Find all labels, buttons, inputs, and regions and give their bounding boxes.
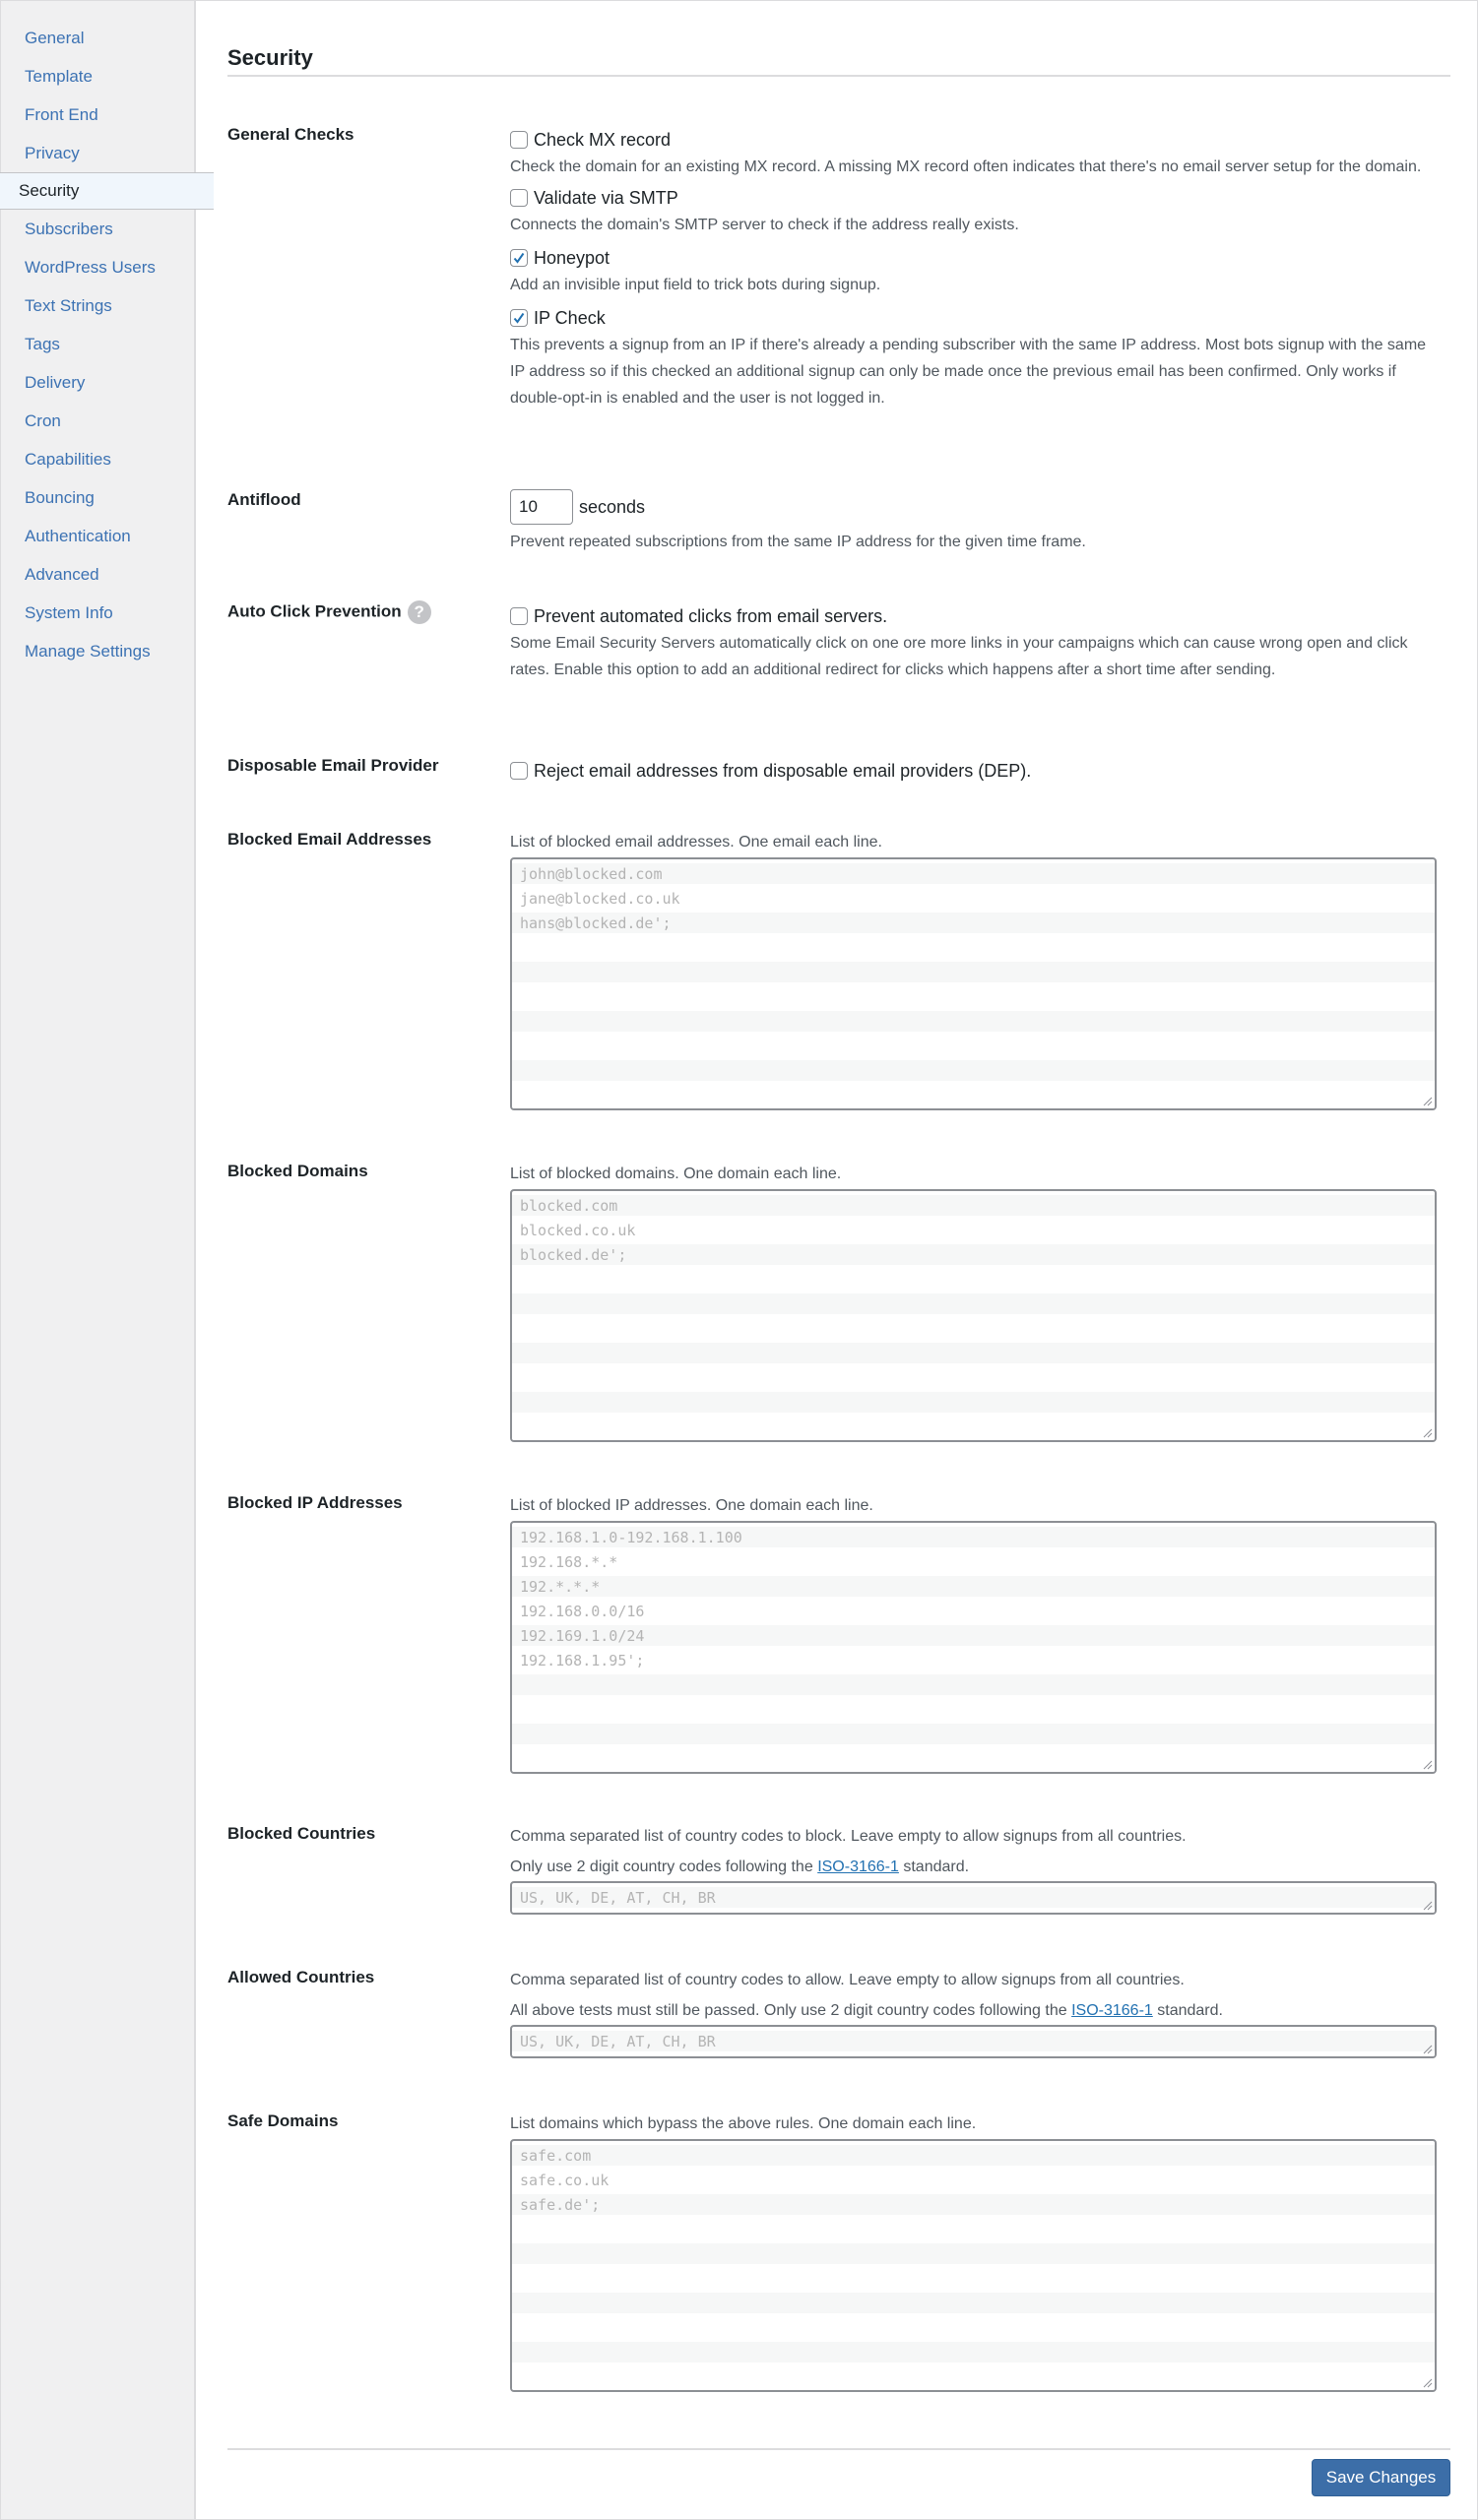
nav-item-security[interactable]: Security <box>0 172 214 210</box>
general-checks-label: General Checks <box>227 125 354 144</box>
general-checks-field <box>510 128 1438 411</box>
blocked-countries-note <box>510 1854 1438 1880</box>
blocked-ips-label: Blocked IP Addresses <box>227 1493 403 1512</box>
nav-item-privacy[interactable]: Privacy <box>25 144 80 162</box>
checkmark-icon <box>512 251 526 265</box>
nav-item-cron[interactable]: Cron <box>25 411 61 430</box>
allowed-countries-field <box>510 1967 1438 2058</box>
ip-check-option[interactable] <box>510 306 1438 330</box>
auto-click-description: Some Email Security Servers automatically click on one ore more links in your campaigns which can cause wrong open and click rates. Enable this option to add an additional redirect for clicks which happens after a short time after sending. <box>510 635 1408 678</box>
blocked-countries-field <box>510 1823 1438 1915</box>
auto-click-label-row <box>227 600 431 624</box>
nav-item-bouncing[interactable]: Bouncing <box>25 488 95 507</box>
placeholder-line: US, UK, DE, AT, CH, BR <box>520 1889 716 1907</box>
antiflood-label: Antiflood <box>227 490 301 509</box>
nav-item-manage-settings[interactable]: Manage Settings <box>25 642 151 661</box>
honeypot-description: Add an invisible input field to trick bots during signup. <box>510 277 881 293</box>
resize-grip-icon[interactable] <box>1423 2045 1433 2054</box>
resize-grip-icon[interactable] <box>1423 1760 1433 1770</box>
nav-item-authentication[interactable]: Authentication <box>25 527 131 545</box>
nav-item-general[interactable]: General <box>25 29 85 47</box>
resize-grip-icon[interactable] <box>1423 2378 1433 2388</box>
help-icon[interactable]: ? <box>408 600 431 624</box>
nav-item-front-end[interactable]: Front End <box>25 105 98 124</box>
check-mx-checkbox[interactable] <box>510 131 528 149</box>
honeypot-option[interactable] <box>510 246 1438 270</box>
blocked-countries-description: Comma separated list of country codes to block. Leave empty to allow signups from all countries. <box>510 1828 1187 1845</box>
nav-item-template[interactable]: Template <box>25 67 93 86</box>
antiflood-unit: seconds <box>579 496 646 517</box>
save-changes-button[interactable]: Save Changes <box>1312 2459 1450 2496</box>
safe-domains-description: List domains which bypass the above rules. One domain each line. <box>510 2115 977 2132</box>
resize-grip-icon[interactable] <box>1423 1097 1433 1106</box>
placeholder-line: blocked.co.uk <box>520 1222 636 1239</box>
nav-item-delivery[interactable]: Delivery <box>25 373 86 392</box>
disposable-option-label: Reject email addresses from disposable email providers (DEP). <box>534 760 1032 781</box>
auto-click-checkbox[interactable] <box>510 607 528 625</box>
settings-sidebar <box>1 1 196 2519</box>
iso-3166-link[interactable]: ISO-3166-1 <box>817 1858 899 1875</box>
auto-click-option[interactable] <box>510 604 1438 628</box>
disposable-option[interactable] <box>510 759 1438 783</box>
blocked-domains-description: List of blocked domains. One domain each line. <box>510 1166 842 1182</box>
note-text: All above tests must still be passed. Only use 2 digit country codes following the <box>510 2002 1067 2019</box>
antiflood-seconds-input[interactable]: 10 <box>510 489 573 525</box>
auto-click-label: Auto Click Prevention <box>227 601 402 621</box>
honeypot-label: Honeypot <box>534 247 610 268</box>
blocked-countries-input[interactable] <box>510 1881 1437 1915</box>
safe-domains-textarea[interactable] <box>510 2139 1437 2392</box>
nav-item-tags[interactable]: Tags <box>25 335 60 353</box>
placeholder-line: 192.168.0.0/16 <box>520 1603 645 1620</box>
placeholder-line: 192.168.1.0-192.168.1.100 <box>520 1529 742 1546</box>
resize-grip-icon[interactable] <box>1423 1428 1433 1438</box>
allowed-countries-input[interactable] <box>510 2025 1437 2058</box>
blocked-domains-textarea[interactable] <box>510 1189 1437 1442</box>
blocked-ips-textarea[interactable] <box>510 1521 1437 1774</box>
disposable-field <box>510 759 1438 783</box>
title-divider <box>227 75 1450 77</box>
blocked-emails-description: List of blocked email addresses. One email each line. <box>510 834 882 850</box>
antiflood-description: Prevent repeated subscriptions from the same IP address for the given time frame. <box>510 534 1086 550</box>
ip-check-label: IP Check <box>534 307 606 328</box>
auto-click-field <box>510 604 1438 683</box>
resize-grip-icon[interactable] <box>1423 1901 1433 1911</box>
checkmark-icon <box>512 311 526 325</box>
check-mx-label: Check MX record <box>534 129 672 150</box>
settings-nav <box>1 19 194 670</box>
blocked-ips-field <box>510 1492 1438 1774</box>
ip-check-description: This prevents a signup from an IP if there's already a pending subscriber with the same IP address. Most bots signup with the same IP address so if this checked an additional signup can only be made once the previous email has been confirmed. Only works if double-opt-in is enabled and the user is not logged in. <box>510 337 1427 407</box>
nav-item-text-strings[interactable]: Text Strings <box>25 296 112 315</box>
placeholder-line: hans@blocked.de'; <box>520 914 672 932</box>
placeholder-line: john@blocked.com <box>520 865 663 883</box>
placeholder-line: jane@blocked.co.uk <box>520 890 680 908</box>
nav-item-wordpress-users[interactable]: WordPress Users <box>25 258 156 277</box>
blocked-emails-label: Blocked Email Addresses <box>227 830 432 849</box>
disposable-label: Disposable Email Provider <box>227 756 439 775</box>
honeypot-checkbox[interactable] <box>510 249 528 267</box>
allowed-countries-label: Allowed Countries <box>227 1968 375 1986</box>
page-title: Security <box>227 45 313 70</box>
placeholder-line: safe.de'; <box>520 2196 601 2214</box>
antiflood-field <box>510 489 1438 555</box>
placeholder-line: safe.com <box>520 2147 592 2165</box>
safe-domains-label: Safe Domains <box>227 2111 339 2130</box>
blocked-ips-description: List of blocked IP addresses. One domain each line. <box>510 1497 873 1514</box>
blocked-countries-label: Blocked Countries <box>227 1824 376 1843</box>
placeholder-line: 192.*.*.* <box>520 1578 601 1596</box>
blocked-emails-field <box>510 829 1438 1110</box>
check-mx-description: Check the domain for an existing MX record. A missing MX record often indicates that there's no email server setup for the domain. <box>510 158 1422 175</box>
blocked-domains-label: Blocked Domains <box>227 1162 368 1180</box>
auto-click-option-label: Prevent automated clicks from email servers. <box>534 605 888 626</box>
placeholder-line: US, UK, DE, AT, CH, BR <box>520 2033 716 2050</box>
blocked-domains-field <box>510 1161 1438 1442</box>
iso-3166-link[interactable]: ISO-3166-1 <box>1071 2002 1153 2019</box>
validate-smtp-label: Validate via SMTP <box>534 187 678 208</box>
note-text: Only use 2 digit country codes following the <box>510 1858 813 1875</box>
placeholder-line: blocked.com <box>520 1197 618 1215</box>
disposable-checkbox[interactable] <box>510 762 528 780</box>
footer-divider <box>227 2448 1450 2450</box>
validate-smtp-checkbox[interactable] <box>510 189 528 207</box>
placeholder-line: 192.168.*.* <box>520 1553 618 1571</box>
validate-smtp-option[interactable] <box>510 186 1438 210</box>
nav-item-capabilities[interactable]: Capabilities <box>25 450 111 469</box>
check-mx-option[interactable] <box>510 128 1438 152</box>
nav-item-subscribers[interactable]: Subscribers <box>25 220 113 238</box>
validate-smtp-description: Connects the domain's SMTP server to check if the address really exists. <box>510 217 1019 233</box>
placeholder-line: blocked.de'; <box>520 1246 627 1264</box>
nav-item-system-info[interactable]: System Info <box>25 603 113 622</box>
safe-domains-field <box>510 2110 1438 2392</box>
nav-item-advanced[interactable]: Advanced <box>25 565 99 584</box>
blocked-emails-textarea[interactable] <box>510 857 1437 1110</box>
placeholder-line: 192.169.1.0/24 <box>520 1627 645 1645</box>
ip-check-checkbox[interactable] <box>510 309 528 327</box>
allowed-countries-description: Comma separated list of country codes to allow. Leave empty to allow signups from all countries. <box>510 1972 1185 1988</box>
note-text: standard. <box>1157 2002 1223 2019</box>
note-text: standard. <box>903 1858 970 1875</box>
allowed-countries-note <box>510 1997 1438 2024</box>
placeholder-line: safe.co.uk <box>520 2172 610 2189</box>
placeholder-line: 192.168.1.95'; <box>520 1652 645 1670</box>
